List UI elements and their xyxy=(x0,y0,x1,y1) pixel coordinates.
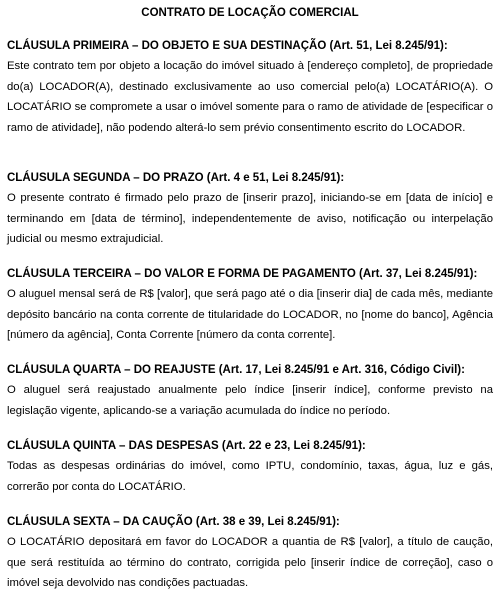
clause-quarta xyxy=(7,360,493,421)
clause-body: Todas as despesas ordinárias do imóvel, como IPTU, condomínio, taxas, água, luz e gás, correrão por conta do LOCATÁRIO. xyxy=(7,460,493,493)
clause-sexta xyxy=(7,512,493,594)
clause-heading: CLÁUSULA TERCEIRA – DO VALOR E FORMA DE PAGAMENTO (Art. 37, Lei 8.245/91): xyxy=(7,268,478,280)
clause-body: Este contrato tem por objeto a locação do imóvel situado à [endereço completo], de propriedade do(a) LOCADOR(A), destinado exclusivamente ao uso comercial pelo(a) LOCATÁRIO(A). O LOCATÁRIO se compromete a usar o imóvel somente para o ramo de atividade de [especificar o ramo de atividade], não podendo alterá-lo sem prévio consentimento escrito do LOCADOR. xyxy=(7,60,493,134)
clause-heading: CLÁUSULA SEXTA – DA CAUÇÃO (Art. 38 e 39, Lei 8.245/91): xyxy=(7,516,340,528)
clause-heading: CLÁUSULA QUINTA – DAS DESPESAS (Art. 22 e 23, Lei 8.245/91): xyxy=(7,440,366,452)
clause-segunda xyxy=(7,168,493,250)
clause-terceira xyxy=(7,264,493,346)
clause-body: O aluguel será reajustado anualmente pelo índice [inserir índice], conforme previsto na legislação vigente, aplicando-se a variação acumulada do índice no período. xyxy=(7,384,493,417)
clause-primeira xyxy=(7,36,493,138)
clause-heading: CLÁUSULA SEGUNDA – DO PRAZO (Art. 4 e 51, Lei 8.245/91): xyxy=(7,172,345,184)
clause-heading: CLÁUSULA QUARTA – DO REAJUSTE (Art. 17, Lei 8.245/91 e Art. 316, Código Civil): xyxy=(7,364,465,376)
clause-heading: CLÁUSULA PRIMEIRA – DO OBJETO E SUA DESTINAÇÃO (Art. 51, Lei 8.245/91): xyxy=(7,40,448,52)
clause-body: O presente contrato é firmado pelo prazo de [inserir prazo], iniciando-se em [data de início] e terminando em [data de término], independentemente de aviso, notificação ou interpelação judicial ou mesmo extrajudicial. xyxy=(7,192,493,246)
clause-quinta xyxy=(7,436,493,497)
document-title: CONTRATO DE LOCAÇÃO COMERCIAL xyxy=(141,7,359,19)
clause-body: O LOCATÁRIO depositará em favor do LOCADOR a quantia de R$ [valor], a título de caução, que será restituída ao término do contrato, corrigida pelo [inserir índice de correção], caso o imóvel seja devolvido nas condições pactuadas. xyxy=(7,536,493,590)
clause-body: O aluguel mensal será de R$ [valor], que será pago até o dia [inserir dia] de cada mês, mediante depósito bancário na conta corrente de titularidade do LOCADOR, no [nome do banco], Agência [número da agência], Conta Corrente [número da conta corrente]. xyxy=(7,288,493,342)
